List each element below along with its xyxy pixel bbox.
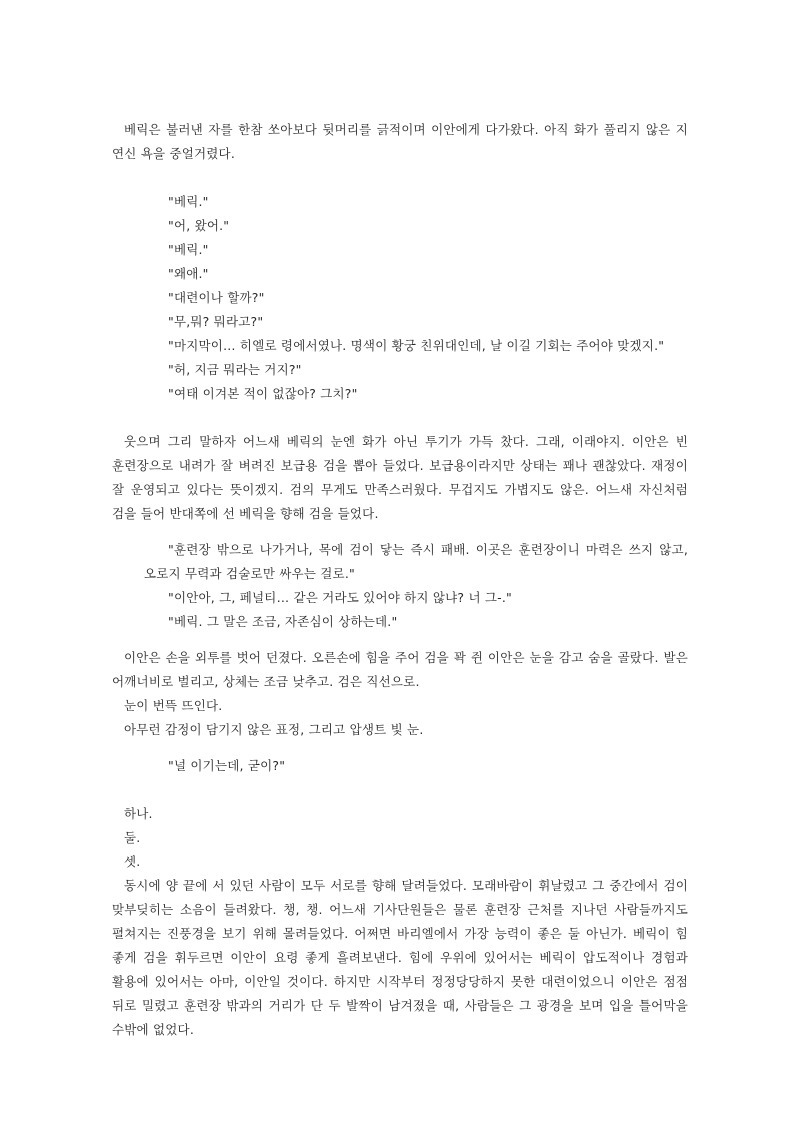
- dialogue-line: "훈련장 밖으로 나가거나, 목에 검이 닿는 즉시 패배. 이곳은 훈련장이니 마력은 쓰지 않고, 오로지 무력과 검술로만 싸우는 걸로.": [144, 542, 688, 581]
- dialogue-line: "대련이나 할까?": [168, 290, 265, 305]
- count-two: 둘.: [124, 830, 141, 845]
- count-one: 하나.: [124, 806, 153, 821]
- dialogue-line: "마지막이… 히엘로 령에서였나. 명색이 황궁 친위대인데, 날 이길 기회는 주어야 맞겠지.": [168, 338, 665, 353]
- line-expression: 아무런 감정이 담기지 않은 표정, 그리고 압생트 빛 눈.: [124, 722, 424, 737]
- paragraph-duel: 동시에 양 끝에 서 있던 사람이 모두 서로를 향해 달려들었다. 모래바람이 휘날렸고 그 중간에서 검이 맞부딪히는 소음이 들려왔다. 챙, 챙. 어느새 기사단원들은 물론 훈련장 근처를 지나던 사람들까지도 펼쳐지는 진풍경을 보기 위해 몰려들었다. 어쩌면 바리엘에서 가장 능력이 좋은 둘 아닌가. 베릭이 힘 좋게 검을 휘두르면 이안이 요령 좋게 흘려보낸다. 힘에 우위에 있어서는 베릭이 압도적이나 경험과 활용에 있어서는 아마, 이안일 것이다. 하지만 시작부터 정정당당하지 못한 대련이었으니 이안은 점점 뒤로 밀렸고 훈련장 밖과의 거리가 단 두 발짝이 남겨졌을 때, 사람들은 그 광경을 보며 입을 틀어막을 수밖에 없었다.: [112, 878, 688, 1037]
- dialogue-line: "왜애.": [168, 266, 209, 281]
- line-eyes-open: 눈이 번뜩 뜨인다.: [124, 698, 223, 713]
- dialogue-line: "무,뭐? 뭐라고?": [168, 314, 264, 329]
- dialogue-line: "여태 이겨본 적이 없잖아? 그치?": [168, 386, 358, 401]
- dialogue-block-2: [144, 538, 688, 634]
- dialogue-line: "베릭. 그 말은 조금, 자존심이 상하는데.": [168, 614, 398, 629]
- dialogue-line: "어, 왔어.": [168, 218, 230, 233]
- count-three: 셋.: [124, 854, 141, 869]
- paragraph-opening: 베릭은 불러낸 자를 한참 쏘아보다 뒷머리를 긁적이며 이안에게 다가왔다. 아직 화가 풀리지 않은 지 연신 욕을 중얼거렸다.: [112, 122, 688, 161]
- dialogue-line: "베릭.": [168, 242, 209, 257]
- dialogue-line: "베릭.": [168, 194, 209, 209]
- quote-line: "널 이기는데, 굳이?": [168, 758, 286, 773]
- paragraph-training-ground: 웃으며 그리 말하자 어느새 베릭의 눈엔 화가 아닌 투기가 가득 찼다. 그래, 이래야지. 이안은 빈 훈련장으로 내려가 잘 벼려진 보급용 검을 뽑아 들었다. 보급용이라지만 상태는 꽤나 괜찮았다. 재정이 잘 운영되고 있다는 뜻이겠지. 검의 무게도 만족스러웠다. 무겁지도 가볍지도 않은. 어느새 자신처럼 검을 들어 반대쪽에 선 베릭을 향해 검을 들었다.: [112, 434, 688, 521]
- paragraph-stance: 이안은 손을 외투를 벗어 던졌다. 오른손에 힘을 주어 검을 꽉 쥔 이안은 눈을 감고 숨을 골랐다. 발은 어깨너비로 벌리고, 상체는 조금 낮추고. 검은 직선으로.: [112, 650, 688, 689]
- dialogue-line: "이안아, 그, 페널티… 같은 거라도 있어야 하지 않냐? 너 그-.": [168, 590, 513, 605]
- dialogue-line: "허, 지금 뭐라는 거지?": [168, 362, 302, 377]
- dialogue-block-1: [144, 190, 688, 406]
